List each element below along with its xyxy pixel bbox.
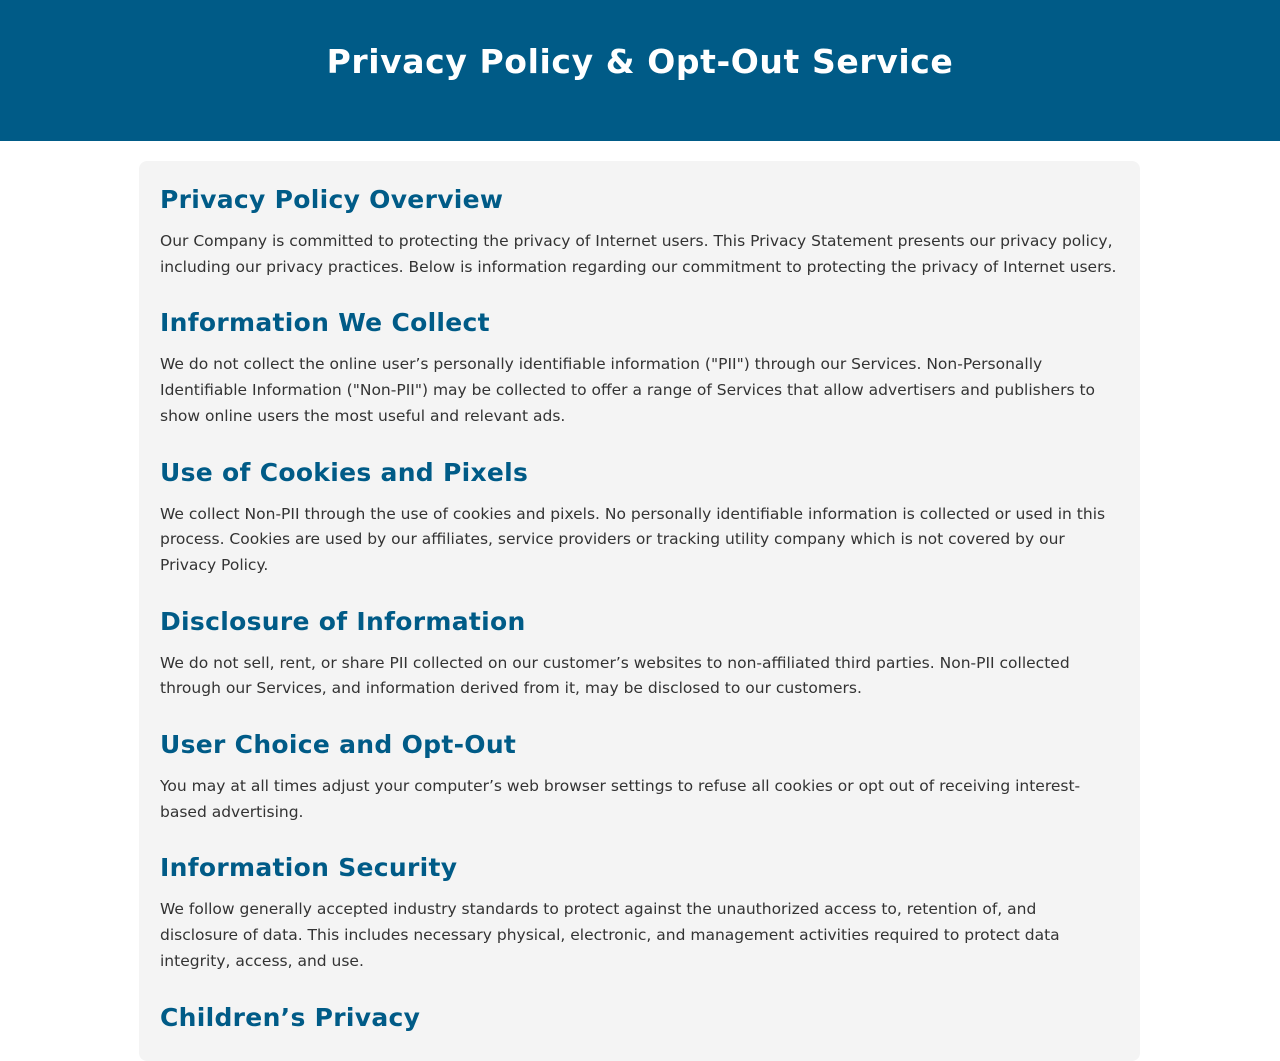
section-heading: Use of Cookies and Pixels <box>160 457 529 487</box>
section-cookies-and-pixels <box>160 454 1119 579</box>
section-body: We collect Non-PII through the use of cookies and pixels. No personally identifiable information is collected or used in this process. Cookies are used by our affiliates, service providers or tracking utility company which is not covered by our Privacy Policy. <box>160 504 1106 574</box>
section-overview <box>160 181 1119 280</box>
section-heading: Children’s Privacy <box>160 1002 421 1032</box>
section-body: You may at all times adjust your computer’s web browser settings to refuse all cookies or opt out of receiving interest-based advertising. <box>160 777 1081 821</box>
section-heading: Information Security <box>160 853 458 883</box>
section-information-security <box>160 849 1119 974</box>
section-heading: Information We Collect <box>160 308 490 338</box>
page-title: Privacy Policy & Opt-Out Service <box>326 42 954 81</box>
section-body: We do not collect the online user’s personally identifiable information ("PII") through our Services. Non-Personally Identifiable Information ("Non-PII") may be collected to offer a range of Services that allow advertisers and publishers to show online users the most useful and relevant ads. <box>160 355 1096 425</box>
section-body: Our Company is committed to protecting the privacy of Internet users. This Privacy Statement presents our privacy policy, including our privacy practices. Below is information regarding our commitment to protecting the privacy of Internet users. <box>160 232 1117 276</box>
section-heading: Privacy Policy Overview <box>160 185 504 214</box>
policy-content[interactable] <box>139 161 1140 1061</box>
section-body: We follow generally accepted industry standards to protect against the unauthorized access to, retention of, and disclosure of data. This includes necessary physical, electronic, and management activities required to protect data integrity, access, and use. <box>160 900 1060 970</box>
section-information-we-collect <box>160 304 1119 429</box>
section-body: We do not sell, rent, or share PII collected on our customer’s websites to non-affiliated third parties. Non-PII collected through our Services, and information derived from it, may be disclosed to our customers. <box>160 653 1070 698</box>
section-user-choice-opt-out <box>160 726 1119 825</box>
section-disclosure <box>160 603 1119 702</box>
section-heading: User Choice and Opt-Out <box>160 730 517 760</box>
section-heading: Disclosure of Information <box>160 606 526 636</box>
section-childrens-privacy <box>160 999 1119 1037</box>
site-header <box>0 0 1280 141</box>
